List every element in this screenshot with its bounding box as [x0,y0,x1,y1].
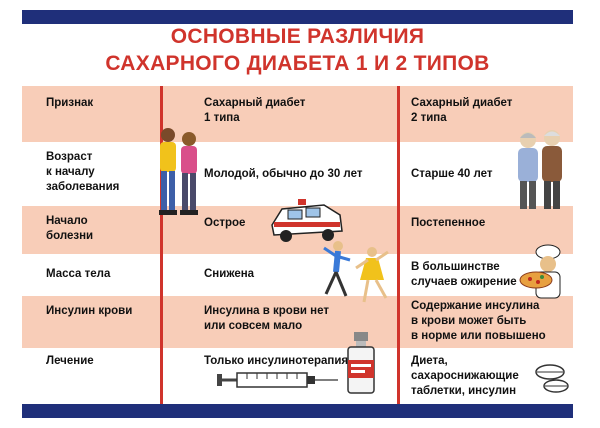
table-row [22,296,573,348]
row-age-type1: Молодой, обычно до 30 лет [204,168,363,180]
cell-line: сахароснижающие [411,370,519,382]
table-row [22,254,573,296]
header-type1 [204,96,394,126]
bottom-bar [22,404,573,418]
cell-line: в крови может быть [411,315,527,327]
cell-line: или совсем мало [204,320,303,332]
cell-line: заболевания [46,181,120,193]
row-onset-type1: Острое [204,217,246,229]
page-title-line1: ОСНОВНЫЕ РАЗЛИЧИЯ [170,25,425,48]
header-type2-line1: Сахарный диабет [411,97,513,109]
header-type1-line2: 1 типа [204,112,240,124]
syringe-icon [215,366,340,392]
cell-line: В большинстве [411,261,500,273]
cell-line: Инсулина в крови нет [204,305,329,317]
pills-icon [530,358,574,398]
cell-line: Содержание инсулина [411,300,540,312]
chef-pizza-icon [518,244,573,300]
cell-line: Начало [46,215,88,227]
header-type2-line2: 2 типа [411,112,447,124]
cell-line: Возраст [46,151,93,163]
young-couple-icon [153,125,205,220]
header-feature: Признак [46,97,94,109]
row-treatment-feature: Лечение [46,355,94,367]
row-treatment-type1: Только инсулинотерапия [204,355,349,367]
cell-line: таблетки, инсулин [411,385,517,397]
comparison-table [22,86,573,404]
cell-line: в норме или повышено [411,330,546,342]
dancers-icon [318,238,396,306]
cell-line: Диета, [411,355,448,367]
row-insulin-type2 [411,299,561,344]
row-onset-type2: Постепенное [411,217,486,229]
top-bar [22,10,573,24]
page-title-line2: САХАРНОГО ДИАБЕТА 1 И 2 ТИПОВ [105,52,490,75]
row-weight-feature: Масса тела [46,268,111,280]
elderly-couple-icon [510,128,572,213]
cell-line: случаев ожирение [411,276,517,288]
header-type2 [411,96,561,126]
table-header-row [22,86,573,142]
row-insulin-feature: Инсулин крови [46,305,133,317]
cell-line: к началу [46,166,95,178]
insulin-vial-icon [345,330,377,396]
cell-line: болезни [46,230,94,242]
row-age-type2: Старше 40 лет [411,168,493,180]
header-type1-line1: Сахарный диабет [204,97,306,109]
column-divider [397,86,400,404]
row-weight-type1: Снижена [204,268,255,280]
